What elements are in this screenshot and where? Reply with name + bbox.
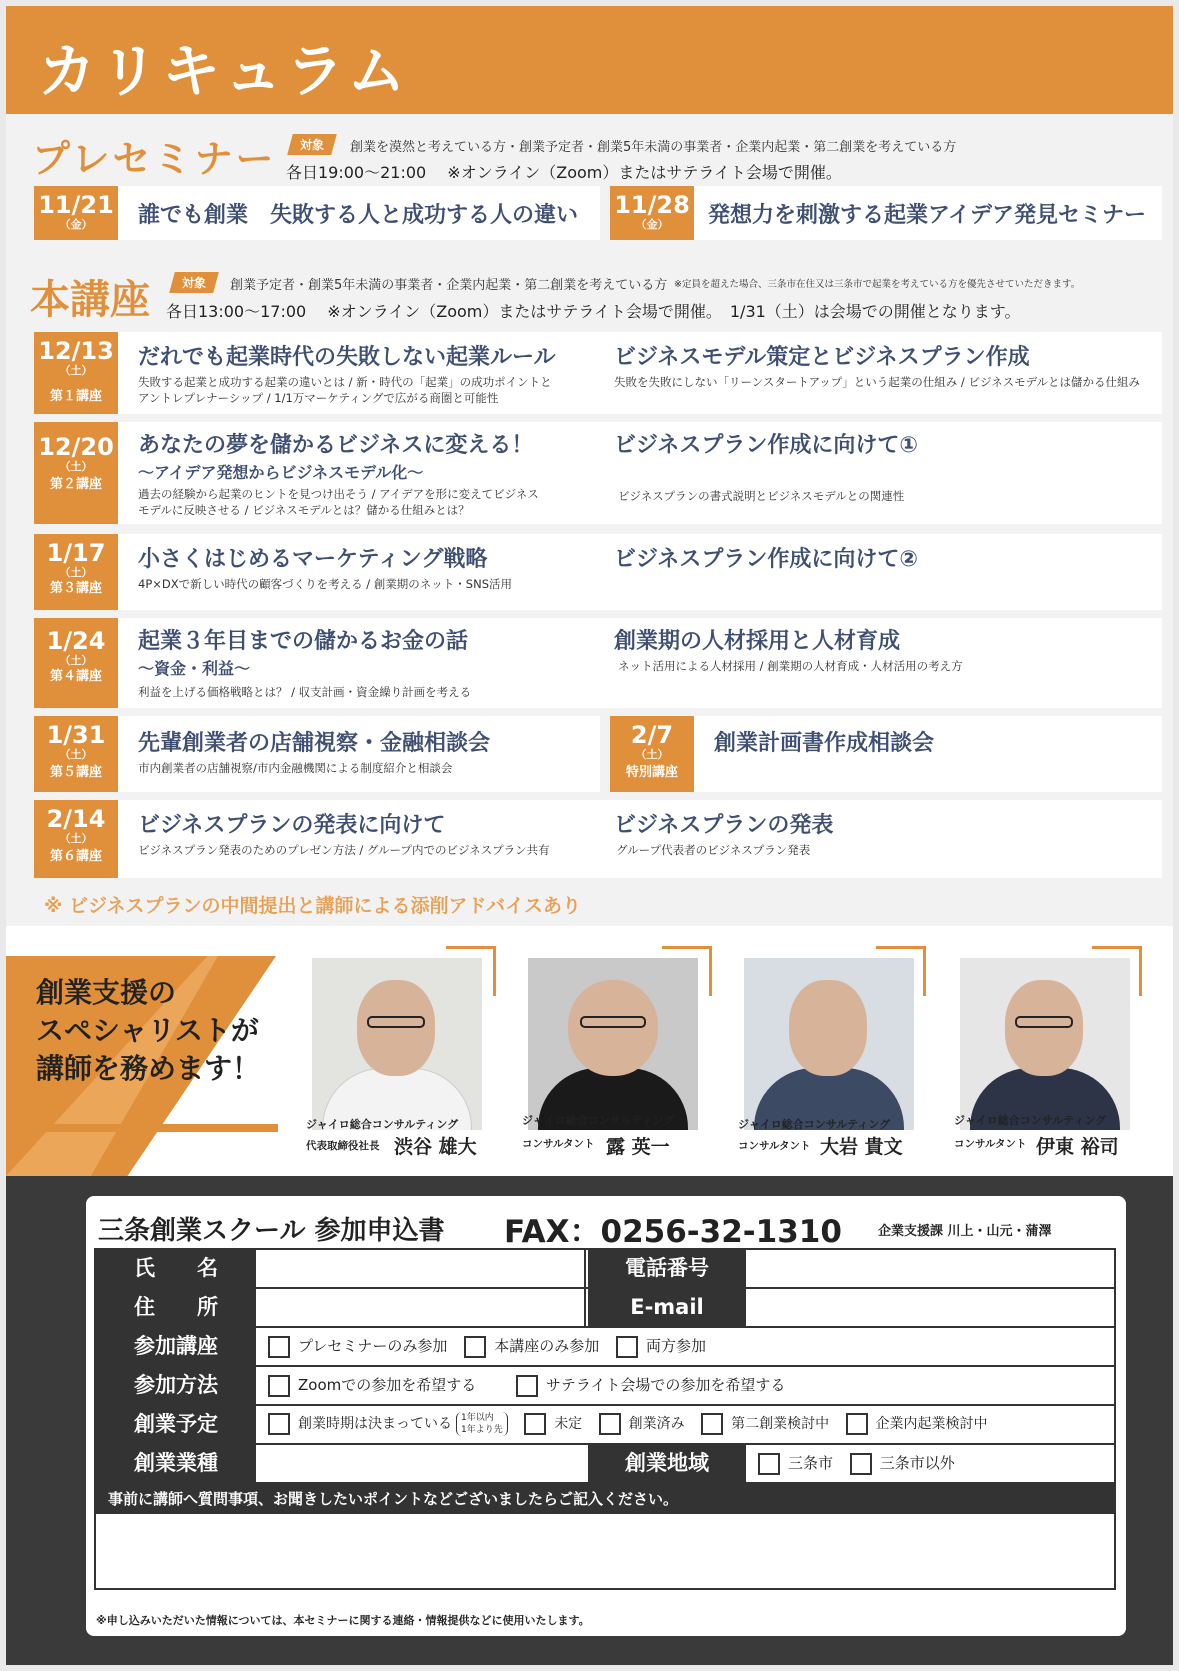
main-course-tag: 対象 (169, 272, 219, 293)
instructor-name: 伊東 裕司 (1036, 1136, 1119, 1158)
fax-number: FAX：0256-32-1310 (504, 1214, 842, 1250)
session-desc: 失敗する起業と成功する起業の違いとは / 新・時代の「起業」の成功ポイントと アントレプレナーシップ / 1/1万マーケティングで広がる商圏と可能性 (138, 375, 552, 405)
instructor-role: コンサルタント (954, 1138, 1027, 1150)
session-title-right: 創業期の人材採用と人材育成 (614, 629, 901, 654)
privacy-note: ※申し込みいただいた情報については、本セミナーに関する連絡・情報提供などに使用いたします。 (96, 1614, 590, 1627)
instructor-name: 大岩 貴文 (820, 1136, 903, 1158)
form-row (96, 1406, 1114, 1445)
instructor-name: 露 英一 (606, 1136, 670, 1158)
email-field[interactable] (746, 1289, 1114, 1326)
header-banner (6, 6, 1173, 114)
course-row (34, 716, 600, 792)
instructor-photo (528, 958, 698, 1130)
preseminar-schedule: 各日19:00〜21:00 ※オンライン（Zoom）またはサテライト会場で開催。 (286, 163, 842, 182)
session-desc-right: グループ代表者のビジネスプラン発表 (616, 843, 811, 857)
application-form (86, 1196, 1126, 1636)
session-title: 小さくはじめるマーケティング戦略 (138, 547, 488, 572)
session-title: だれでも起業時代の失敗しない起業ルール (138, 345, 556, 370)
session-title: 先輩創業者の店舗視察・金融相談会 (138, 731, 491, 756)
phone-label: 電話番号 (588, 1250, 746, 1287)
session-desc: 4P×DXで新しい時代の顧客づくりを考える / 創業期のネット・SNS活用 (138, 577, 513, 591)
checkbox-satellite[interactable] (516, 1375, 538, 1397)
form-row (96, 1289, 1114, 1328)
checkbox-decided[interactable] (268, 1413, 290, 1435)
preseminar-target: 創業を漠然と考えている方・創業予定者・創業5年未満の事業者・企業内起業・第二創業を考えている方 (350, 140, 957, 155)
course-options: プレセミナーのみ参加 本講座のみ参加 両方参加 (256, 1328, 706, 1365)
contact-dept: 企業支援課 川上・山元・蒲澤 (878, 1224, 1052, 1239)
checkbox-sanjo[interactable] (758, 1453, 780, 1475)
form-row (96, 1367, 1114, 1406)
form-title: 三条創業スクール 参加申込書 (98, 1216, 445, 1246)
checkbox-undecided[interactable] (524, 1413, 546, 1435)
session-date-badge: 12/20 （土） 第２講座 (34, 422, 118, 524)
method-options: Zoomでの参加を希望する サテライト会場での参加を希望する (256, 1367, 785, 1404)
industry-label: 創業業種 (96, 1445, 256, 1482)
form-row (96, 1445, 1114, 1484)
instructor-photo (312, 958, 482, 1130)
instructors-underline (38, 1124, 278, 1132)
instructors-headline: 創業支援の スペシャリストが 講師を務めます！ (36, 976, 261, 1085)
course-label: 参加講座 (96, 1328, 256, 1365)
instructor-company: ジャイロ総合コンサルティング (306, 1118, 459, 1131)
session-desc: 過去の経験から起業のヒントを見つけ出そう / アイデアを形に変えてビジネス モデルに反映させる / ビジネスモデルとは？儲かる仕組みとは？ (138, 487, 539, 517)
course-row (34, 618, 1162, 708)
instructor-company: ジャイロ総合コンサルティング (954, 1114, 1107, 1127)
email-label: E-mail (588, 1289, 746, 1326)
timing-paren: 1年以内 1年より先 (456, 1412, 508, 1436)
session-date-badge: 12/13 （土） 第１講座 (34, 332, 118, 414)
main-course-schedule: 各日13:00〜17:00 ※オンライン（Zoom）またはサテライト会場で開催。 1/31（土）は会場での開催となります。 (166, 302, 1021, 321)
session-date-badge: 11/21 （金） (34, 186, 118, 240)
session-desc-right: ビジネスプランの書式説明とビジネスモデルとの関連性 (618, 489, 905, 503)
address-label: 住 所 (96, 1289, 256, 1326)
checkbox-outside-sanjo[interactable] (850, 1453, 872, 1475)
session-title: 起業３年目までの儲かるお金の話 (138, 629, 469, 654)
session-date-badge: 2/14 （土） 第６講座 (34, 800, 118, 878)
address-field[interactable] (256, 1289, 586, 1326)
course-row (34, 332, 1162, 414)
session-title-right: ビジネスプラン作成に向けて② (614, 547, 918, 572)
session-date-badge: 1/31 （土） 第５講座 (34, 716, 118, 792)
session-title: 発想力を刺激する起業アイデア発見セミナー (708, 203, 1147, 228)
instructor-company: ジャイロ総合コンサルティング (522, 1114, 675, 1127)
session-title: ビジネスプランの発表に向けて (138, 813, 446, 838)
instructor-company: ジャイロ総合コンサルティング (738, 1118, 891, 1131)
main-course-title: 本講座 (30, 277, 150, 323)
plan-label: 創業予定 (96, 1406, 256, 1443)
flyer-page (6, 6, 1173, 1665)
checkbox-second-founding[interactable] (701, 1413, 723, 1435)
session-desc-right: ネット活用による人材採用 / 創業期の人材育成・人材活用の考え方 (618, 659, 963, 673)
checkbox-main-course[interactable] (464, 1336, 486, 1358)
session-desc: 利益を上げる価格戦略とは？ / 収支計画・資金繰り計画を考える (138, 685, 472, 699)
region-options: 三条市 三条市以外 (746, 1445, 955, 1482)
form-row (96, 1328, 1114, 1367)
preseminar-tag: 対象 (287, 134, 337, 155)
session-title: あなたの夢を儲かるビジネスに変える！ (138, 433, 534, 458)
instructor-role: 代表取締役社長 (306, 1140, 380, 1152)
session-desc: ビジネスプラン発表のためのプレゼン方法 / グループ内でのビジネスプラン共有 (138, 843, 550, 857)
session-date-badge: 11/28 （金） (610, 186, 694, 240)
form-row (96, 1250, 1114, 1289)
session-title-right: ビジネスモデル策定とビジネスプラン作成 (614, 345, 1030, 370)
preseminar-session (610, 186, 1162, 240)
session-desc-right: 失敗を失敗にしない「リーンスタートアップ」という起業の仕組み / ビジネスモデルとは儲かる仕組み (614, 375, 1141, 389)
course-row (34, 422, 1162, 524)
main-course-target-note: ※定員を超えた場合、三条市在住又は三条市で起業を考えている方を優先させていただきます。 (674, 279, 1081, 290)
session-date-badge: 1/17 （土） 第３講座 (34, 534, 118, 610)
plan-options: 創業時期は決まっている 1年以内 1年より先 未定 創業済み 第二創業検討中 企業内起業検討中 (256, 1406, 988, 1443)
advice-note: ※ ビジネスプランの中間提出と講師による添削アドバイスあり (44, 895, 581, 917)
session-subtitle: 〜資金・利益〜 (138, 659, 251, 678)
question-field[interactable] (96, 1514, 1114, 1588)
session-title-right: ビジネスプランの発表 (614, 813, 834, 838)
phone-field[interactable] (746, 1250, 1114, 1287)
session-title-right: ビジネスプラン作成に向けて① (614, 433, 918, 458)
main-course-target: 創業予定者・創業5年未満の事業者・企業内起業・第二創業を考えている方 (230, 278, 668, 293)
checkbox-zoom[interactable] (268, 1375, 290, 1397)
region-label: 創業地域 (588, 1445, 746, 1482)
instructor-role: コンサルタント (738, 1140, 811, 1152)
checkbox-founded[interactable] (599, 1413, 621, 1435)
course-row (34, 800, 1162, 878)
session-date-badge: 1/24 （土） 第４講座 (34, 618, 118, 708)
session-title: 創業計画書作成相談会 (714, 731, 935, 756)
instructor-photo (744, 958, 914, 1130)
instructor-role: コンサルタント (522, 1138, 595, 1150)
name-field[interactable] (256, 1250, 586, 1287)
page-title: カリキュラム (38, 37, 410, 105)
question-header: 事前に講師へ質問事項、お聞きしたいポイントなどございましたらご記入ください。 (96, 1484, 1114, 1514)
instructor-name: 渋谷 雄大 (394, 1136, 477, 1158)
session-subtitle: 〜アイデア発想からビジネスモデル化〜 (138, 463, 424, 482)
method-label: 参加方法 (96, 1367, 256, 1404)
preseminar-session (34, 186, 600, 240)
course-row (34, 534, 1162, 610)
instructor-photo (960, 958, 1130, 1130)
course-row-special (610, 716, 1162, 792)
checkbox-preseminar[interactable] (268, 1336, 290, 1358)
session-desc: 市内創業者の店舗視察/市内金融機関による制度紹介と相談会 (138, 761, 453, 775)
name-label: 氏 名 (96, 1250, 256, 1287)
session-title: 誰でも創業 失敗する人と成功する人の違い (138, 203, 579, 228)
form-table (94, 1248, 1116, 1590)
preseminar-title: プレセミナー (32, 137, 277, 181)
session-date-badge: 2/7 （土） 特別講座 (610, 716, 694, 792)
checkbox-intrapreneur[interactable] (846, 1413, 868, 1435)
checkbox-both[interactable] (616, 1336, 638, 1358)
industry-field[interactable] (256, 1445, 586, 1482)
